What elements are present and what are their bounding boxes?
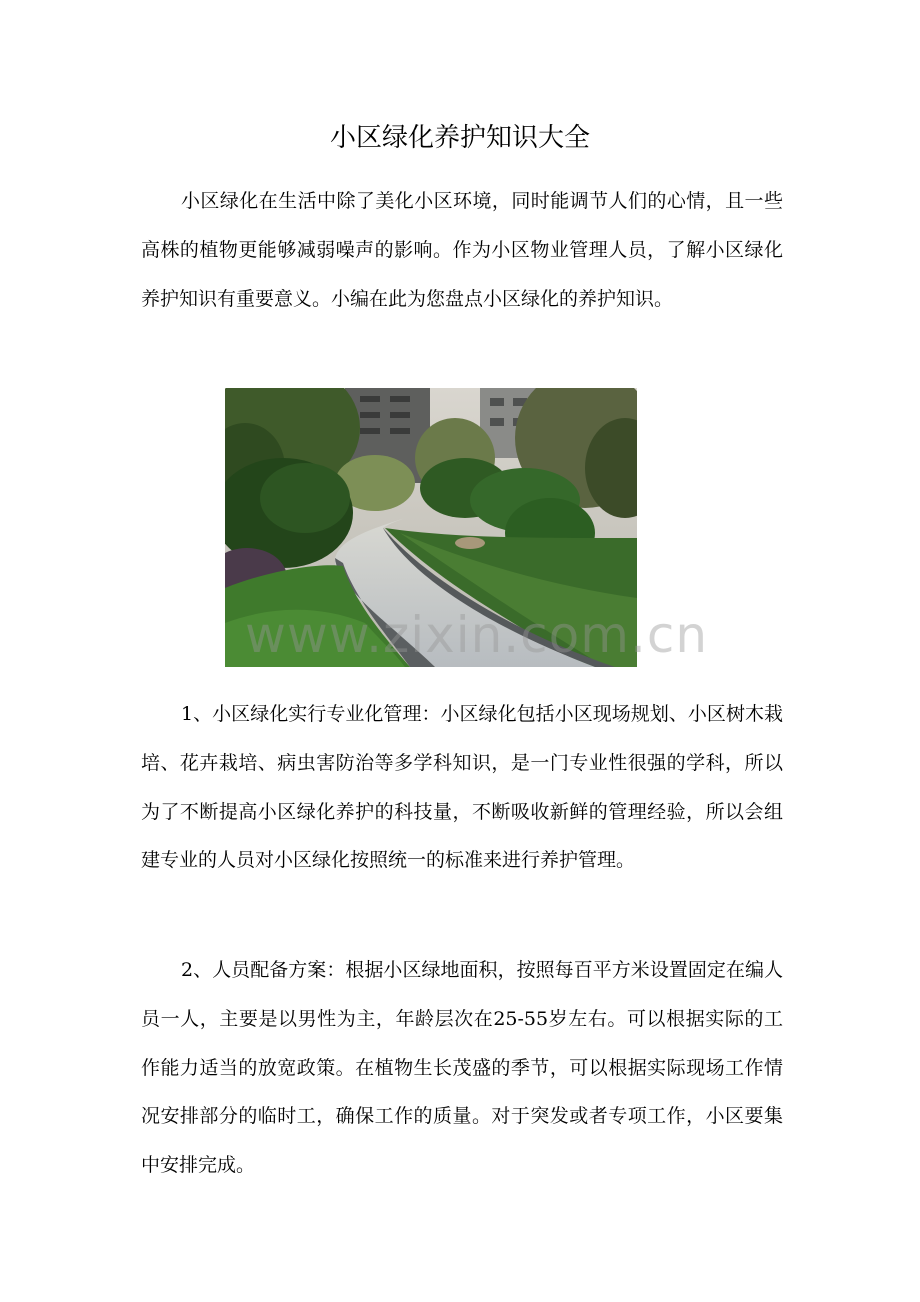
paragraph-1: 1、小区绿化实行专业化管理：小区绿化包括小区现场规划、小区树木栽培、花卉栽培、病虫害防治等多学科知识，是一门专业性很强的学科，所以为了不断提高小区绿化养护的科技量，不断吸收新鲜的管理经验，所以会组建专业的人员对小区绿化按照统一的标准来进行养护管理。 xyxy=(141,703,783,872)
paragraph-2: 2、人员配备方案：根据小区绿地面积，按照每百平方米设置固定在编人员一人，主要是以男性为主，年龄层次在25-55岁左右。可以根据实际的工作能力适当的放宽政策。在植物生长茂盛的季节，可以根据实际现场工作情况安排部分的临时工，确保工作的质量。对于突发或者专项工作，小区要集中安排完成。 xyxy=(141,959,783,1177)
document-title: 小区绿化养护知识大全 xyxy=(329,123,590,153)
intro-paragraph: 小区绿化在生活中除了美化小区环境，同时能调节人们的心情，且一些高株的植物更能够减弱噪声的影响。作为小区物业管理人员，了解小区绿化养护知识有重要意义。小编在此为您盘点小区绿化的养护知识。 xyxy=(141,190,783,310)
watermark-text: www.zixin.com.cn xyxy=(245,606,709,664)
